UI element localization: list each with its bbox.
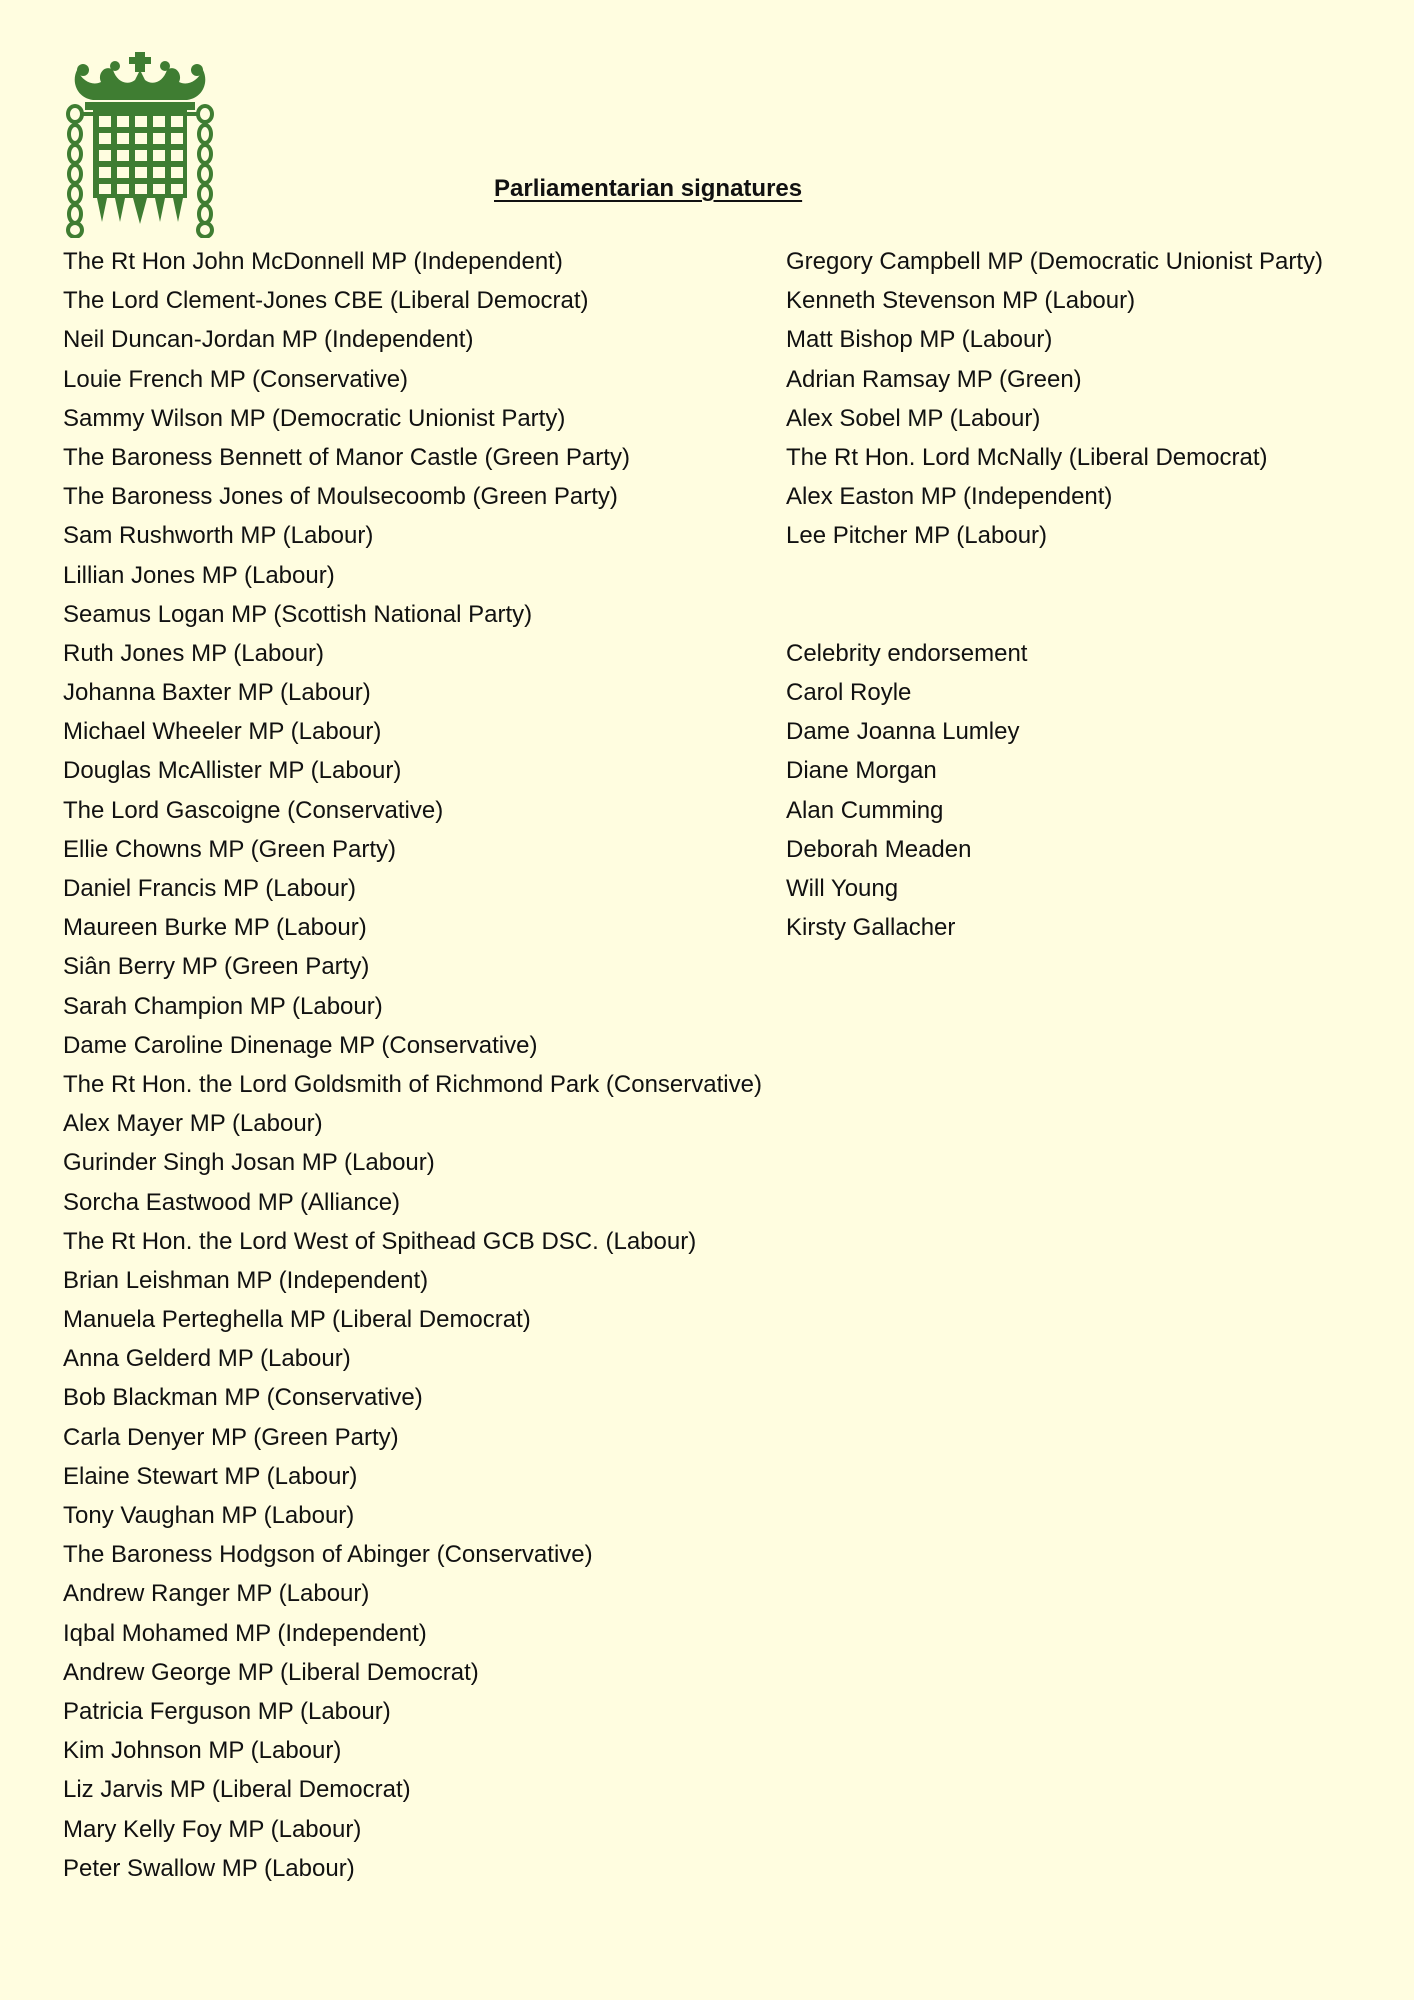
signatory: Ruth Jones MP (Labour): [63, 639, 325, 667]
celebrity-name: Diane Morgan: [786, 757, 937, 785]
signatory: Adrian Ramsay MP (Green): [786, 365, 1082, 393]
signatory: Douglas McAllister MP (Labour): [63, 757, 402, 785]
spacer: [786, 560, 1406, 599]
signatory: Lillian Jones MP (Labour): [63, 561, 335, 589]
signatory: The Lord Gascoigne (Conservative): [63, 796, 444, 824]
celebrity-name: Carol Royle: [786, 679, 912, 707]
signatory: Brian Leishman MP (Independent): [63, 1266, 429, 1294]
signatory: Alex Easton MP (Independent): [786, 483, 1113, 511]
signatory: The Rt Hon. the Lord West of Spithead GCB DSC. (Labour): [63, 1227, 697, 1255]
signatory: Michael Wheeler MP (Labour): [63, 718, 382, 746]
signatory: Andrew George MP (Liberal Democrat): [63, 1658, 479, 1686]
signatory: Sarah Champion MP (Labour): [63, 992, 383, 1020]
signatory: Iqbal Mohamed MP (Independent): [63, 1619, 427, 1647]
signatory: Sorcha Eastwood MP (Alliance): [63, 1188, 401, 1216]
signatory: Liz Jarvis MP (Liberal Democrat): [63, 1776, 411, 1804]
signatory: Carla Denyer MP (Green Party): [63, 1423, 399, 1451]
signatory: The Lord Clement-Jones CBE (Liberal Democrat): [63, 287, 589, 315]
signatory: The Rt Hon. Lord McNally (Liberal Democrat): [786, 443, 1268, 471]
signatory: Tony Vaughan MP (Labour): [63, 1502, 355, 1529]
signatory: Mary Kelly Foy MP (Labour): [63, 1815, 362, 1843]
signatory: The Baroness Hodgson of Abinger (Conservative): [63, 1541, 593, 1569]
signatory-list-left: [63, 246, 823, 1892]
signatory: Gurinder Singh Josan MP (Labour): [63, 1149, 435, 1177]
signatory: The Rt Hon. the Lord Goldsmith of Richmond Park (Conservative): [63, 1070, 762, 1098]
spacer: [786, 599, 1406, 638]
signatory: Sam Rushworth MP (Labour): [63, 522, 374, 550]
celebrity-name: Will Young: [786, 875, 899, 902]
signatory: Manuela Perteghella MP (Liberal Democrat): [63, 1306, 531, 1334]
signatory: Gregory Campbell MP (Democratic Unionist Party): [786, 248, 1324, 275]
signatory: Sammy Wilson MP (Democratic Unionist Party): [63, 404, 566, 432]
celebrity-name: Dame Joanna Lumley: [786, 718, 1020, 746]
celebrity-heading: Celebrity endorsement: [786, 639, 1028, 667]
signatory: Alex Mayer MP (Labour): [63, 1110, 323, 1138]
signatory: Dame Caroline Dinenage MP (Conservative): [63, 1031, 538, 1059]
celebrity-name: Alan Cumming: [786, 796, 944, 824]
signatory: The Baroness Bennett of Manor Castle (Green Party): [63, 443, 630, 471]
signatory: Neil Duncan-Jordan MP (Independent): [63, 326, 474, 354]
signatory: Peter Swallow MP (Labour): [63, 1854, 355, 1882]
signatory: Elaine Stewart MP (Labour): [63, 1462, 358, 1490]
signatory: The Rt Hon John McDonnell MP (Independent): [63, 248, 563, 275]
signatory: Alex Sobel MP (Labour): [786, 404, 1041, 432]
portcullis-icon: [63, 52, 217, 238]
celebrity-name: Kirsty Gallacher: [786, 914, 956, 942]
signatory: Maureen Burke MP (Labour): [63, 914, 367, 942]
celebrity-name: Deborah Meaden: [786, 835, 972, 863]
signatory: Daniel Francis MP (Labour): [63, 875, 357, 902]
signatory: Anna Gelderd MP (Labour): [63, 1345, 351, 1373]
signatory: Louie French MP (Conservative): [63, 365, 409, 393]
page-title: Parliamentarian signatures: [494, 175, 803, 202]
signatory: Lee Pitcher MP (Labour): [786, 522, 1048, 550]
signatory: Seamus Logan MP (Scottish National Party): [63, 600, 533, 628]
signatory: Johanna Baxter MP (Labour): [63, 679, 371, 707]
signatory: Bob Blackman MP (Conservative): [63, 1384, 423, 1412]
signatory: Ellie Chowns MP (Green Party): [63, 835, 396, 863]
signatory: Kim Johnson MP (Labour): [63, 1737, 342, 1765]
signatory-list-right: [786, 246, 1406, 951]
signatory: Andrew Ranger MP (Labour): [63, 1580, 370, 1608]
signatory: Patricia Ferguson MP (Labour): [63, 1697, 391, 1725]
signatory: Matt Bishop MP (Labour): [786, 326, 1053, 354]
signatory: Kenneth Stevenson MP (Labour): [786, 287, 1136, 315]
signatory: Siân Berry MP (Green Party): [63, 953, 370, 981]
signatory: The Baroness Jones of Moulsecoomb (Green Party): [63, 483, 618, 511]
